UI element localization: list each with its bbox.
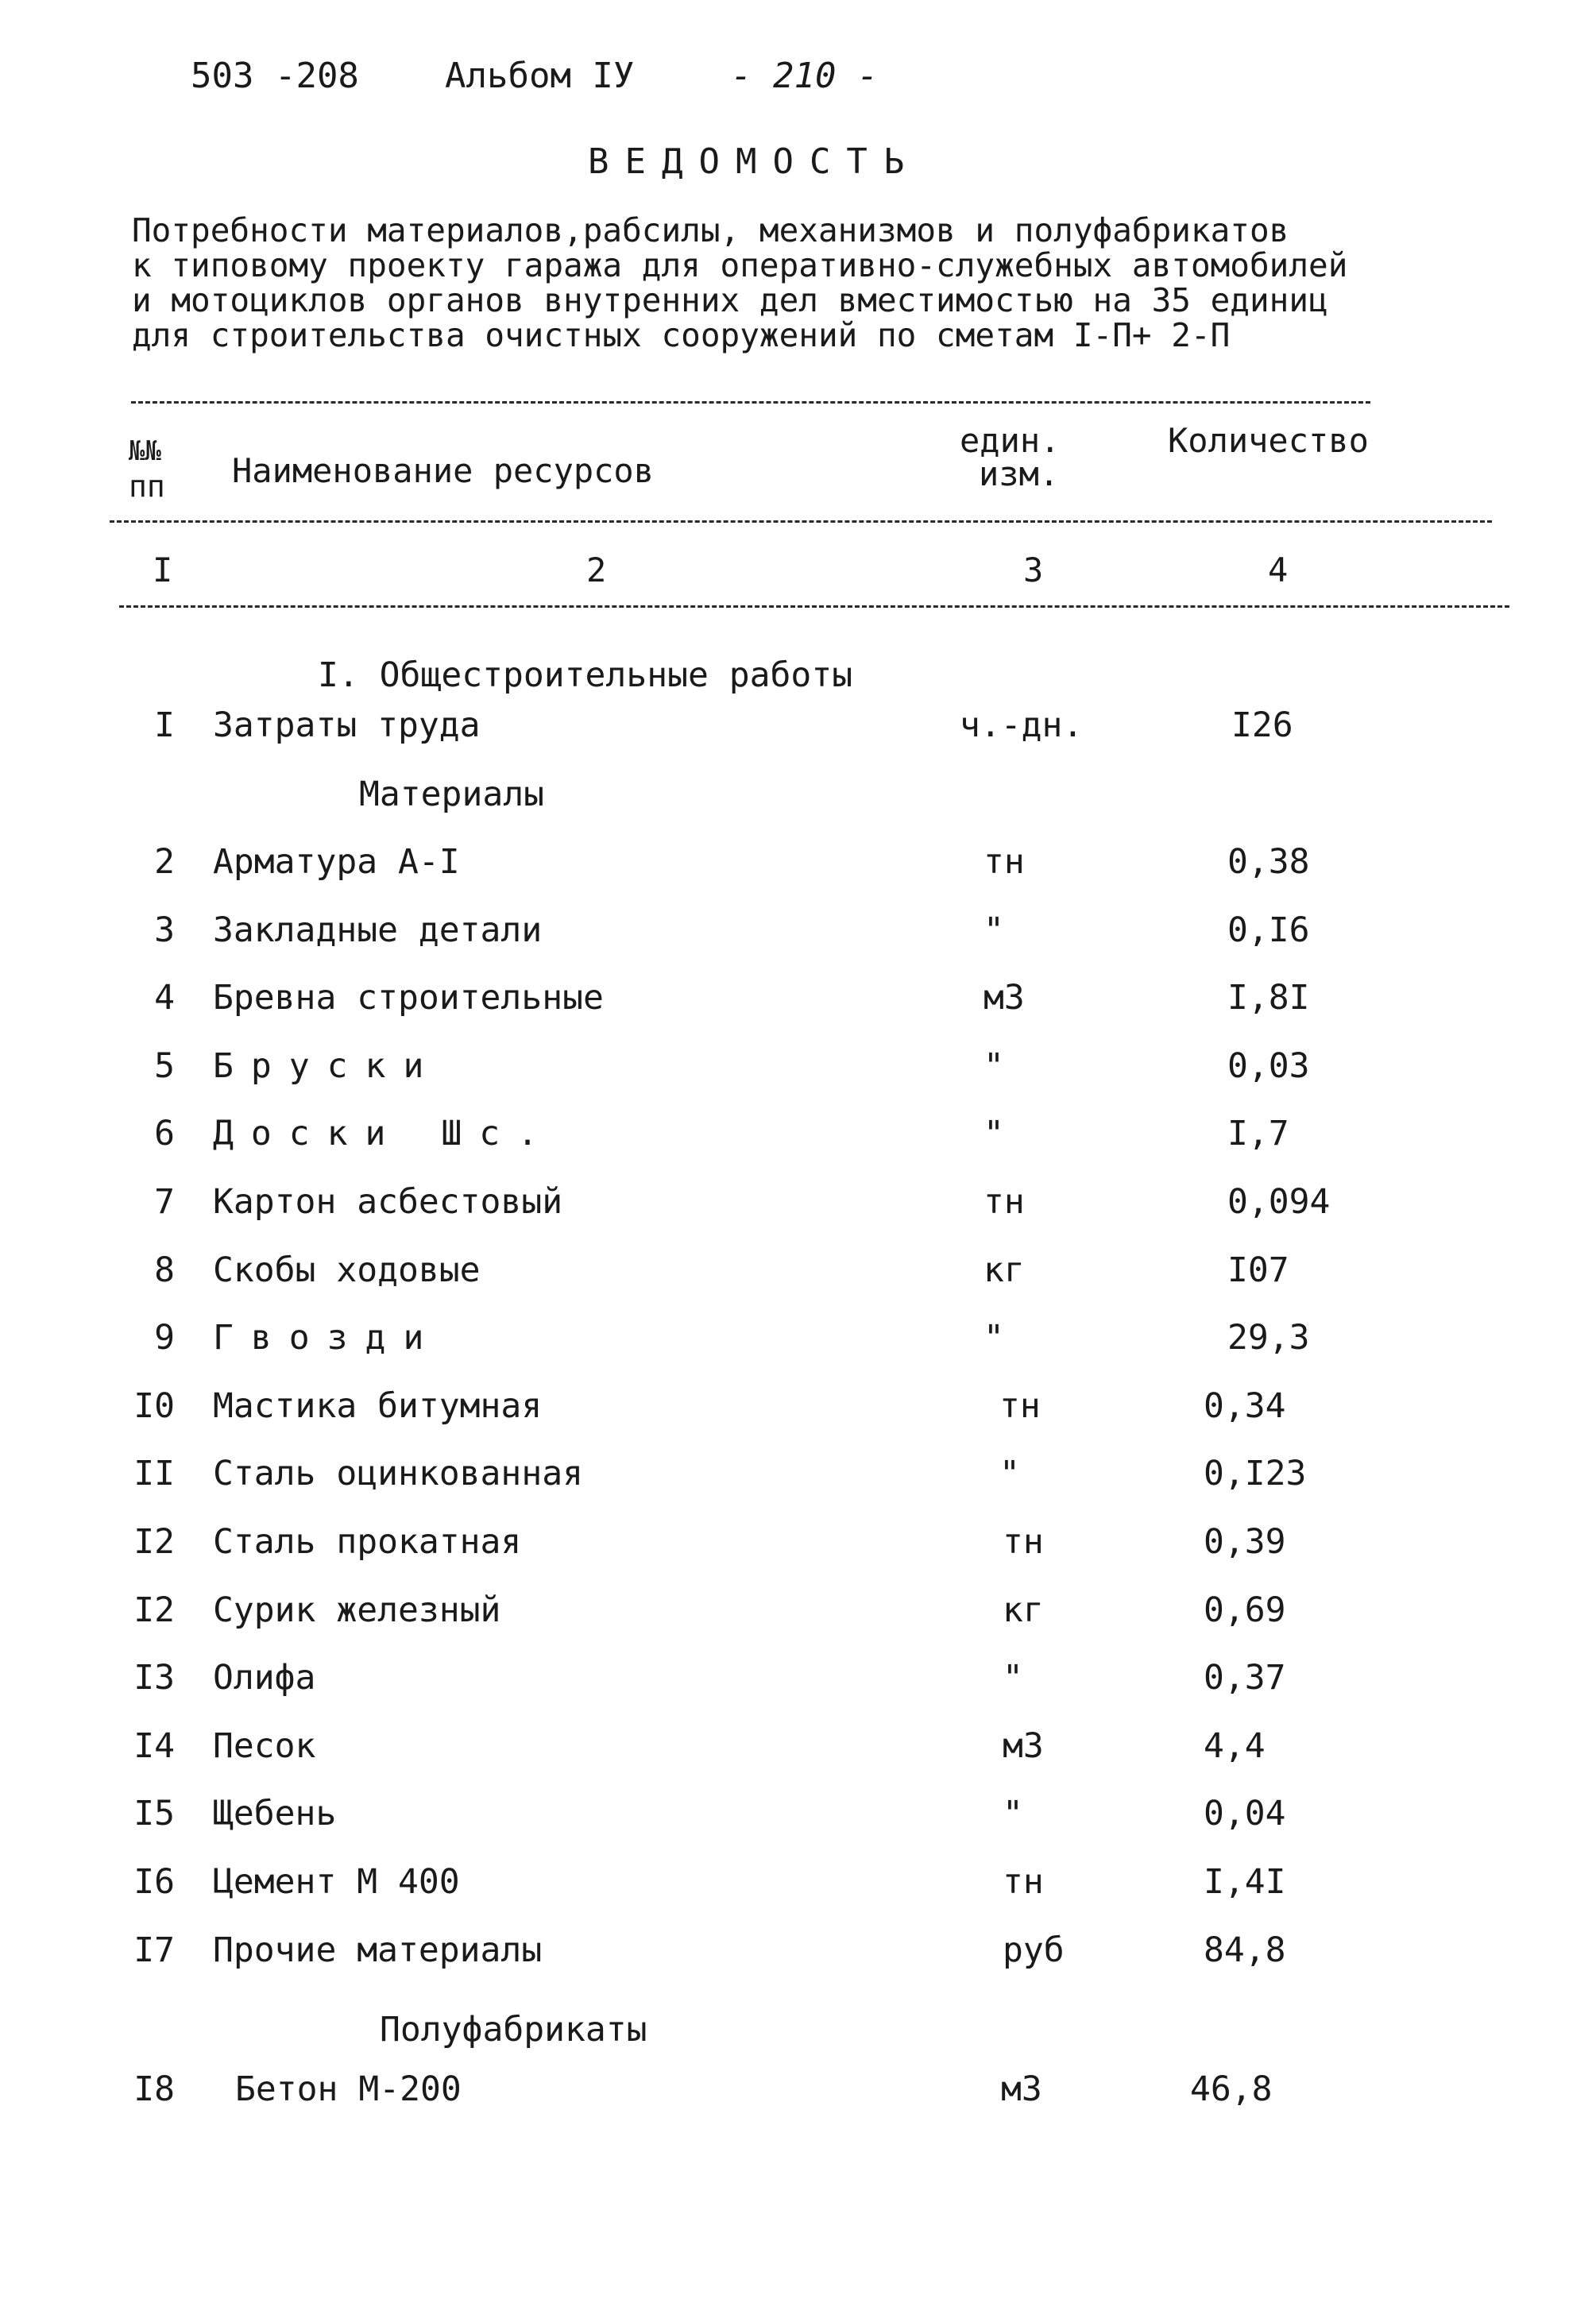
quantity: 0,I6 (1227, 910, 1310, 950)
quantity: I,7 (1227, 1114, 1289, 1153)
row-number: II (133, 1454, 175, 1493)
quantity: I,4I (1204, 1862, 1286, 1902)
page-number: - 210 - (731, 56, 879, 96)
row-number: I5 (133, 1794, 175, 1833)
quantity: 0,37 (1204, 1658, 1286, 1698)
row-number: I3 (133, 1658, 175, 1698)
resource-name: Гвозди (213, 1318, 442, 1358)
unit: кг (983, 1250, 1025, 1290)
resource-name: Щебень (213, 1794, 337, 1833)
quantity: I26 (1231, 705, 1293, 745)
header-num-line2: пп (129, 469, 165, 504)
resource-name: Мастика битумная (213, 1386, 543, 1426)
unit: " (1003, 1658, 1023, 1698)
quantity: 0,69 (1204, 1590, 1286, 1630)
row-number: I0 (133, 1386, 175, 1426)
resource-name: Скобы ходовые (213, 1250, 481, 1290)
unit: " (1003, 1794, 1023, 1833)
row-number: 4 (154, 978, 175, 1018)
col-number-2: 2 (586, 551, 607, 589)
row-number: I4 (133, 1726, 175, 1766)
row-number: I2 (133, 1590, 175, 1630)
row-number: 9 (154, 1318, 175, 1358)
unit: " (999, 1454, 1020, 1493)
quantity: 0,03 (1227, 1046, 1310, 1086)
col-number-3: 3 (1023, 551, 1044, 589)
header-qty: Количество (1168, 421, 1369, 460)
resource-name: Бетон М-200 (235, 2069, 462, 2109)
resource-name: Картон асбестовый (213, 1182, 563, 1222)
resource-name: Сталь оцинкованная (213, 1454, 583, 1493)
row-number: 5 (154, 1046, 175, 1086)
header-bottom-rule (110, 520, 1492, 523)
unit: тн (999, 1386, 1041, 1426)
resource-name: Цемент М 400 (213, 1862, 460, 1902)
row-number: I2 (133, 1522, 175, 1562)
document-code: 503 -208 (191, 56, 359, 96)
unit: " (983, 1318, 1004, 1358)
resource-name: Доски Шс. (213, 1114, 555, 1153)
quantity: I07 (1227, 1250, 1289, 1290)
description-line: к типовому проекту гаража для оперативно-служебных автомобилей (132, 246, 1348, 284)
row-number: 7 (154, 1182, 175, 1222)
unit: тн (983, 842, 1025, 882)
quantity: 0,39 (1204, 1522, 1286, 1562)
resource-name: Закладные детали (213, 910, 543, 950)
resource-name: Песок (213, 1726, 316, 1766)
description-line: для строительства очистных сооружений по сметам I-П+ 2-П (132, 316, 1231, 354)
quantity: 0,38 (1227, 842, 1310, 882)
resource-name: Сталь прокатная (213, 1522, 522, 1562)
description-line: и мотоциклов органов внутренних дел вместимостью на 35 единиц (132, 281, 1328, 319)
quantity: 29,3 (1227, 1318, 1310, 1358)
header-unit-line1: един. (960, 421, 1061, 460)
quantity: 0,I23 (1204, 1454, 1307, 1493)
quantity: 0,34 (1204, 1386, 1286, 1426)
row-number: 8 (154, 1250, 175, 1290)
unit: " (983, 1114, 1004, 1153)
resource-name: Сурик железный (213, 1590, 501, 1630)
resource-name: Бревна строительные (213, 978, 604, 1018)
table-top-rule (131, 401, 1370, 404)
unit: м3 (983, 978, 1025, 1018)
resource-name: Бруски (213, 1046, 442, 1086)
resource-name: Прочие материалы (213, 1930, 543, 1970)
document-title: ВЕДОМОСТЬ (588, 141, 921, 182)
unit: кг (1003, 1590, 1044, 1630)
header-unit-line2: изм. (979, 454, 1060, 493)
row-number: 6 (154, 1114, 175, 1153)
unit: тн (1003, 1862, 1044, 1902)
row-number: I8 (133, 2069, 175, 2109)
unit: м3 (1003, 1726, 1044, 1766)
quantity: 84,8 (1204, 1930, 1286, 1970)
quantity: I,8I (1227, 978, 1310, 1018)
quantity: 4,4 (1204, 1726, 1266, 1766)
quantity: 0,094 (1227, 1182, 1331, 1222)
unit: ч.-дн. (960, 705, 1084, 745)
col-number-1: I (153, 551, 173, 589)
quantity: 46,8 (1190, 2069, 1273, 2109)
col-number-4: 4 (1268, 551, 1289, 589)
row-number: 3 (154, 910, 175, 950)
resource-name: Арматура А-I (213, 842, 460, 882)
description-line: Потребности материалов,рабсилы, механизмов и полуфабрикатов (132, 211, 1289, 249)
section-title: I. Общестроительные работы (318, 655, 853, 695)
unit: " (983, 910, 1004, 950)
materials-subtitle: Материалы (359, 775, 544, 814)
unit: тн (1003, 1522, 1044, 1562)
unit: м3 (1001, 2069, 1042, 2109)
resource-name: Олифа (213, 1658, 316, 1698)
unit: " (983, 1046, 1004, 1086)
album-label: Альбом IУ (445, 56, 635, 96)
header-num-line1: №№ (129, 435, 161, 467)
unit: тн (983, 1182, 1025, 1222)
col-number-rule (119, 605, 1509, 608)
quantity: 0,04 (1204, 1794, 1286, 1833)
row-number: I6 (133, 1862, 175, 1902)
resource-name: Затраты труда (213, 705, 481, 745)
semi-products-subtitle: Полуфабрикаты (380, 2010, 647, 2050)
row-number: I (154, 705, 175, 745)
unit: руб (1003, 1930, 1065, 1970)
row-number: 2 (154, 842, 175, 882)
row-number: I7 (133, 1930, 175, 1970)
header-name: Наименование ресурсов (232, 451, 655, 490)
